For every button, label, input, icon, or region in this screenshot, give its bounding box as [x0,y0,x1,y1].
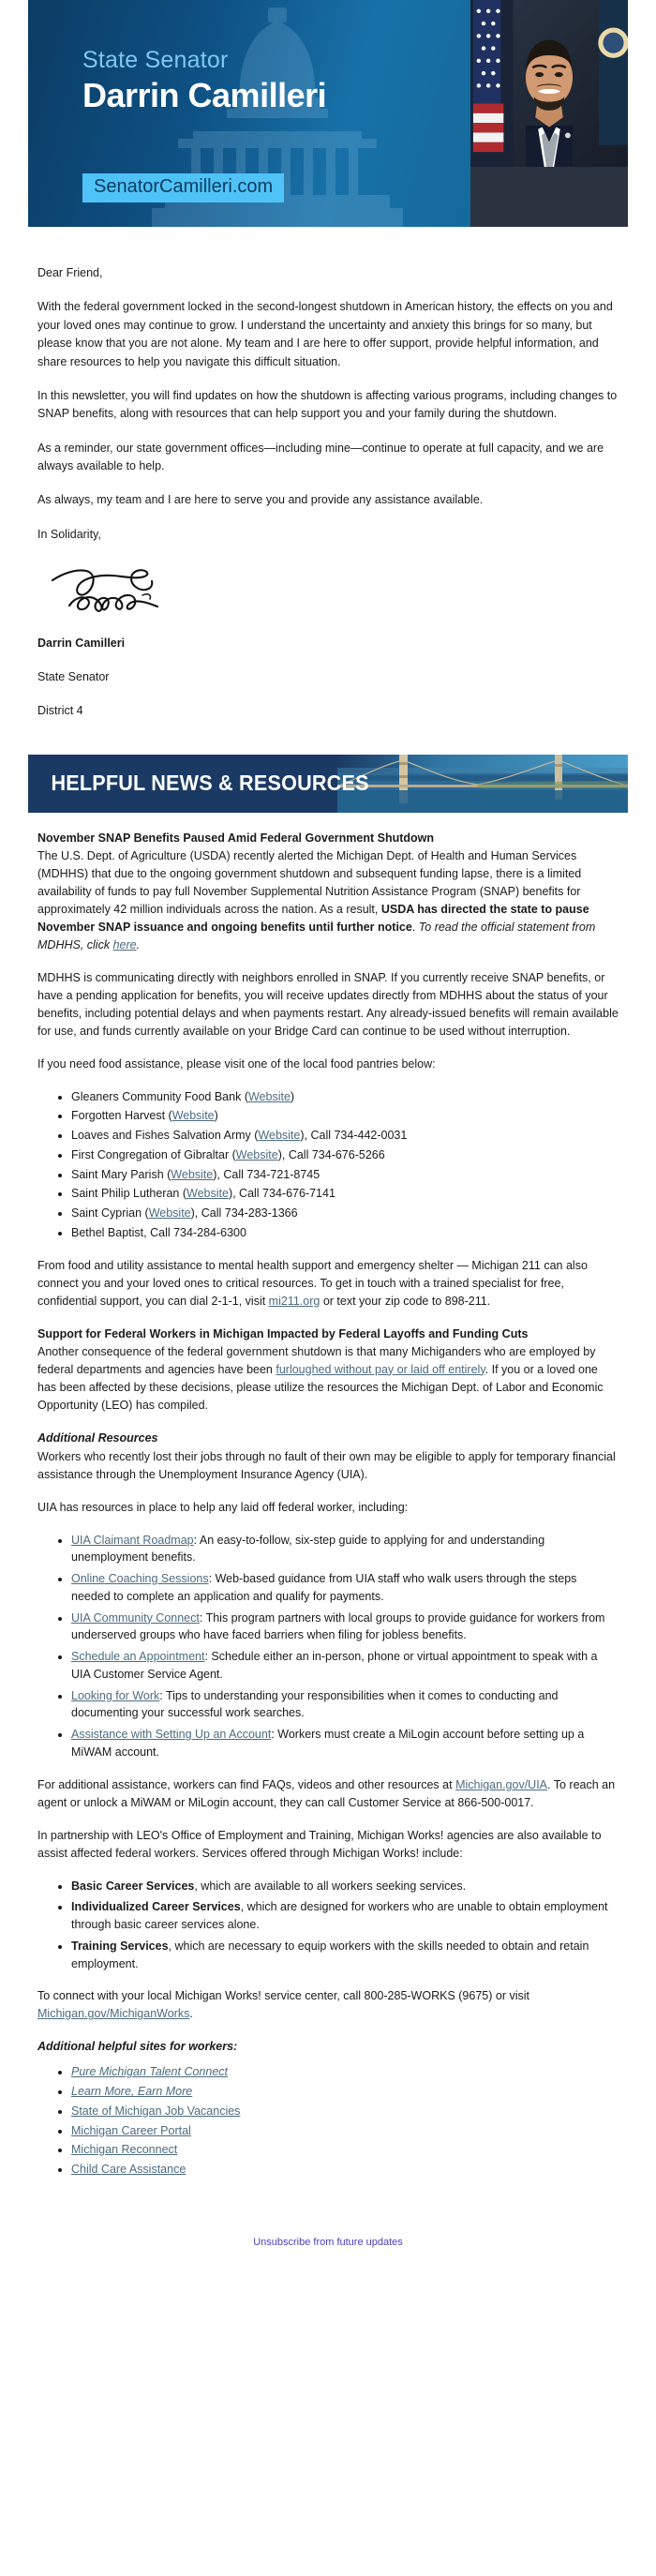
schedule-appointment-link[interactable]: Schedule an Appointment [71,1650,205,1664]
pantry-phone: Call 734-676-7141 [239,1187,335,1201]
uia-faq-paragraph [37,1776,619,1812]
list-item: • Saint Philip Lutheran (Website), Call 734-676-7141 [71,1185,619,1203]
pantry-phone: Call 734-442-0031 [310,1129,408,1143]
section-title: HELPFUL NEWS & RESOURCES [51,771,369,796]
uia-claimant-roadmap-link[interactable]: UIA Claimant Roadmap [71,1533,194,1547]
uia-community-connect-link[interactable]: UIA Community Connect [71,1610,200,1625]
banner-senator-name: Darrin Camilleri [82,76,327,114]
snap-italic-pre: To read the official statement from MDHHS, click [37,920,596,951]
michigan-works-services-list [37,1878,619,1973]
federal-workers-heading: Support for Federal Workers in Michigan Impacted by Federal Layoffs and Funding Cuts [37,1326,529,1340]
mi211-text-post: or text your zip code to 898-211. [320,1294,491,1308]
pantry-website-link[interactable]: Website [235,1147,278,1161]
list-item [71,2103,619,2120]
snap-paragraph-2: MDHHS is communicating directly with neighbors enrolled in SNAP. If you currently receive SNAP benefits, or have a pending application for benefits, you will receive updates directly from MDHHS about the status of your benefits, including potential delays and when payments restart. Any already-issued benefits will remain available for use, and funds currently available on your Bridge Card can continue to be used without interruption. [37,970,619,1038]
list-item [71,2161,619,2179]
list-item [71,1610,619,1645]
michigan-works-intro: In partnership with LEO's Office of Employment and Training, Michigan Works! agencies are also available to assist affected federal workers. Services offered through Michigan Works! include: [37,1828,602,1860]
michigan-works-connect-paragraph [37,1987,619,2023]
banner-left-panel [28,0,470,227]
uia-item-text: : Workers must create a MiLogin account before setting up a MiWAM account. [71,1728,585,1759]
service-name: Basic Career Services [71,1879,195,1893]
connect-text-post: . [189,2007,193,2021]
banner-eyebrow: State Senator [82,47,229,73]
uia-item-text: : Web-based guidance from UIA staff who walk users through the steps needed to complete an application and qualify for payments. [71,1572,577,1603]
letter-greeting: Dear Friend, [37,266,103,279]
food-pantry-list [37,1088,619,1242]
letter-body [0,227,656,721]
section-banner-helpful-news [28,755,628,813]
pantry-name: Saint Philip Lutheran [71,1187,180,1201]
pantry-phone: Call 734-283-1366 [201,1206,298,1221]
website-link-chip[interactable]: SenatorCamilleri.com [82,173,284,202]
mi211-text-pre: From food and utility assistance to mental health support and emergency shelter — Michigan 211 can also connect you and your loved ones to critical resources. To get in touch with a trained specialist for free, confidential support, you can dial 2-1-1, visit [37,1258,588,1308]
furlough-info-link[interactable]: furloughed without pay or laid off entirely [276,1362,485,1376]
pantry-name: Saint Cyprian [71,1206,142,1221]
list-item [71,1898,619,1934]
banner-portrait-panel [470,0,628,227]
list-item [71,2141,619,2159]
pantry-website-link[interactable]: Website [171,1167,214,1181]
pure-michigan-talent-connect-link[interactable]: Pure Michigan Talent Connect [71,2065,228,2079]
banner-title-block [82,49,326,113]
snap-heading: November SNAP Benefits Paused Amid Federal Government Shutdown [37,831,435,845]
mi211-paragraph [37,1257,619,1310]
uia-faq-text-post: . To reach an agent or unlock a MiWAM or MiLogin account, they can call Customer Service at 866-500-0017. [37,1777,616,1809]
list-item: • Gleaners Community Food Bank (Website) [71,1088,619,1106]
pantry-website-link[interactable]: Website [171,1109,215,1123]
list-item [71,1648,619,1684]
pantry-intro: If you need food assistance, please visit one of the local food pantries below: [37,1056,436,1071]
list-item: • Forgotten Harvest (Website) [71,1107,619,1125]
header-banner [28,0,628,227]
uia-resources-list [37,1532,619,1761]
online-coaching-sessions-link[interactable]: Online Coaching Sessions [71,1572,209,1586]
pantry-name: Saint Mary Parish [71,1167,164,1181]
pantry-website-link[interactable]: Website [247,1089,291,1103]
account-setup-assistance-link[interactable]: Assistance with Setting Up an Account [71,1728,272,1742]
helpful-sites-list [37,2063,619,2179]
pantry-website-link[interactable]: Website [258,1129,301,1143]
snap-after-bold: . [411,920,419,934]
newsletter-content [0,813,656,2179]
letter-paragraph-4: As always, my team and I are here to serve you and provide any assistance available. [37,493,484,507]
pantry-phone: Call 734-284-6300 [150,1225,246,1239]
service-description: , which are designed for workers who are unable to obtain employment through basic career services alone. [71,1900,608,1932]
michigan-career-portal-link[interactable]: Michigan Career Portal [71,2123,191,2137]
pantry-name: First Congregation of Gibraltar [71,1147,230,1161]
service-name: Training Services [71,1939,169,1953]
list-item [71,1532,619,1567]
unsubscribe-link[interactable]: Unsubscribe from future updates [253,2236,403,2248]
snap-bold-directive: USDA has directed the state to pause November SNAP issuance and ongoing benefits until further notice [37,902,589,934]
letter-paragraph-3: As a reminder, our state government offices—including mine—continue to operate at full capacity, and we are always available to help. [37,441,604,472]
uia-faq-text-pre: For additional assistance, workers can find FAQs, videos and other resources at [37,1777,456,1791]
list-item: • Loaves and Fishes Salvation Army (Website), Call 734-442-0031 [71,1127,619,1145]
signature-name: Darrin Camilleri [37,636,126,650]
mi211-link[interactable]: mi211.org [268,1294,321,1308]
snap-italic-post: . [136,937,141,951]
additional-resources-block [37,1430,619,1484]
signature-title: State Senator [37,669,110,683]
pantry-website-link[interactable]: Website [186,1187,229,1201]
snap-lead-text: The U.S. Dept. of Agriculture (USDA) recently alerted the Michigan Dept. of Health and Human Services (MDHHS) that due to the ongoing government shutdown and subsequent funding lapse, there is a limited availability of funds to pay full November Supplemental Nutrition Assistance Program (SNAP) benefits for approximately 42 million individuals across the nation. As a result, [37,848,582,916]
service-description: , which are necessary to equip workers with the skills needed to obtain and retain employment. [71,1939,589,1970]
federal-workers-text-pre: Another consequence of the federal government shutdown is that many Michiganders who are employed by federal departments and agencies have been [37,1344,596,1376]
federal-workers-block [37,1325,619,1415]
uia-item-text: : An easy-to-follow, six-step guide to applying for and understanding unemployment benefits. [71,1533,545,1565]
additional-resources-heading: Additional Resources [37,1430,158,1445]
child-care-assistance-link[interactable]: Child Care Assistance [71,2163,186,2177]
pantry-name: Forgotten Harvest [71,1109,166,1123]
uia-intro-text: Workers who recently lost their jobs through no fault of their own may be eligible to apply for temporary financial assistance through the Unemployment Insurance Agency (UIA). [37,1449,616,1481]
looking-for-work-link[interactable]: Looking for Work [71,1688,160,1702]
senator-portrait-photo [470,0,628,167]
list-item [71,1878,619,1895]
michigan-reconnect-link[interactable]: Michigan Reconnect [71,2143,178,2157]
list-item [71,1687,619,1723]
michigan-gov-uia-link[interactable]: Michigan.gov/UIA [455,1777,548,1791]
mackinac-bridge-illustration [337,755,628,813]
pantry-website-link[interactable]: Website [148,1206,191,1221]
helpful-sites-heading: Additional helpful sites for workers: [37,2040,238,2054]
list-item [71,2122,619,2140]
list-item [71,1570,619,1606]
state-of-michigan-job-vacancies-link[interactable]: State of Michigan Job Vacancies [71,2104,241,2118]
snap-block [37,830,619,954]
pantry-name: Bethel Baptist [71,1225,144,1239]
pantry-name: Loaves and Fishes Salvation Army [71,1129,251,1143]
service-description: , which are available to all workers seeking services. [194,1879,467,1893]
mdhhs-statement-link[interactable]: here [112,937,137,951]
letter-paragraph-2: In this newsletter, you will find updates on how the shutdown is affecting various programs, including changes to SNAP benefits, along with resources that can help support you and your family during the shutdown. [37,388,618,421]
uia-item-text: : Tips to understanding your responsibilities when it comes to conducting and documenting your successful work searches. [71,1688,559,1720]
learn-more-earn-more-link[interactable]: Learn More, Earn More [71,2085,193,2099]
list-item [71,2063,619,2081]
federal-workers-text-post: . If you or a loved one has been affected by these decisions, please utilize the resources the Michigan Dept. of Labor and Economic Opportunity (LEO) has compiled. [37,1362,604,1412]
signature-district: District 4 [37,704,83,718]
list-item [71,1726,619,1761]
list-item: • First Congregation of Gibraltar (Website), Call 734-676-5266 [71,1146,619,1164]
michigan-works-link[interactable]: Michigan.gov/MichiganWorks [37,2007,190,2021]
helpful-sites-heading-wrap [37,2038,619,2056]
uia-list-intro: UIA has resources in place to help any laid off federal worker, including: [37,1500,409,1514]
pantry-name: Gleaners Community Food Bank [71,1089,242,1103]
signature-image [47,564,619,628]
pantry-phone: Call 734-721-8745 [223,1167,321,1181]
letter-paragraph-1: With the federal government locked in the second-longest shutdown in American history, the effects on you and your loved ones may continue to grow. I understand the uncertainty and anxiety this brings for so many, but please know that you are not alone. My team and I are here to offer support, provide helpful information, and share resources to help you navigate this difficult situation. [37,300,613,368]
list-item [71,1938,619,1973]
letter-closing: In Solidarity, [37,527,101,541]
list-item: • Bethel Baptist, Call 734-284-6300 [71,1224,619,1242]
list-item: • Saint Cyprian (Website), Call 734-283-1366 [71,1205,619,1222]
uia-item-text: : This program partners with local groups to provide guidance for workers from underserved groups who have faced barriers when filing for jobless benefits. [71,1610,605,1642]
connect-text-pre: To connect with your local Michigan Works! service center, call 800-285-WORKS (9675) or visit [37,1989,529,2003]
list-item [71,2083,619,2101]
list-item: • Saint Mary Parish (Website), Call 734-721-8745 [71,1166,619,1184]
uia-item-text: : Schedule either an in-person, phone or virtual appointment to speak with a UIA Customer Service Agent. [71,1650,598,1681]
pantry-phone: Call 734-676-5266 [288,1147,385,1161]
newsletter-footer [0,2194,656,2269]
service-name: Individualized Career Services [71,1900,241,1914]
